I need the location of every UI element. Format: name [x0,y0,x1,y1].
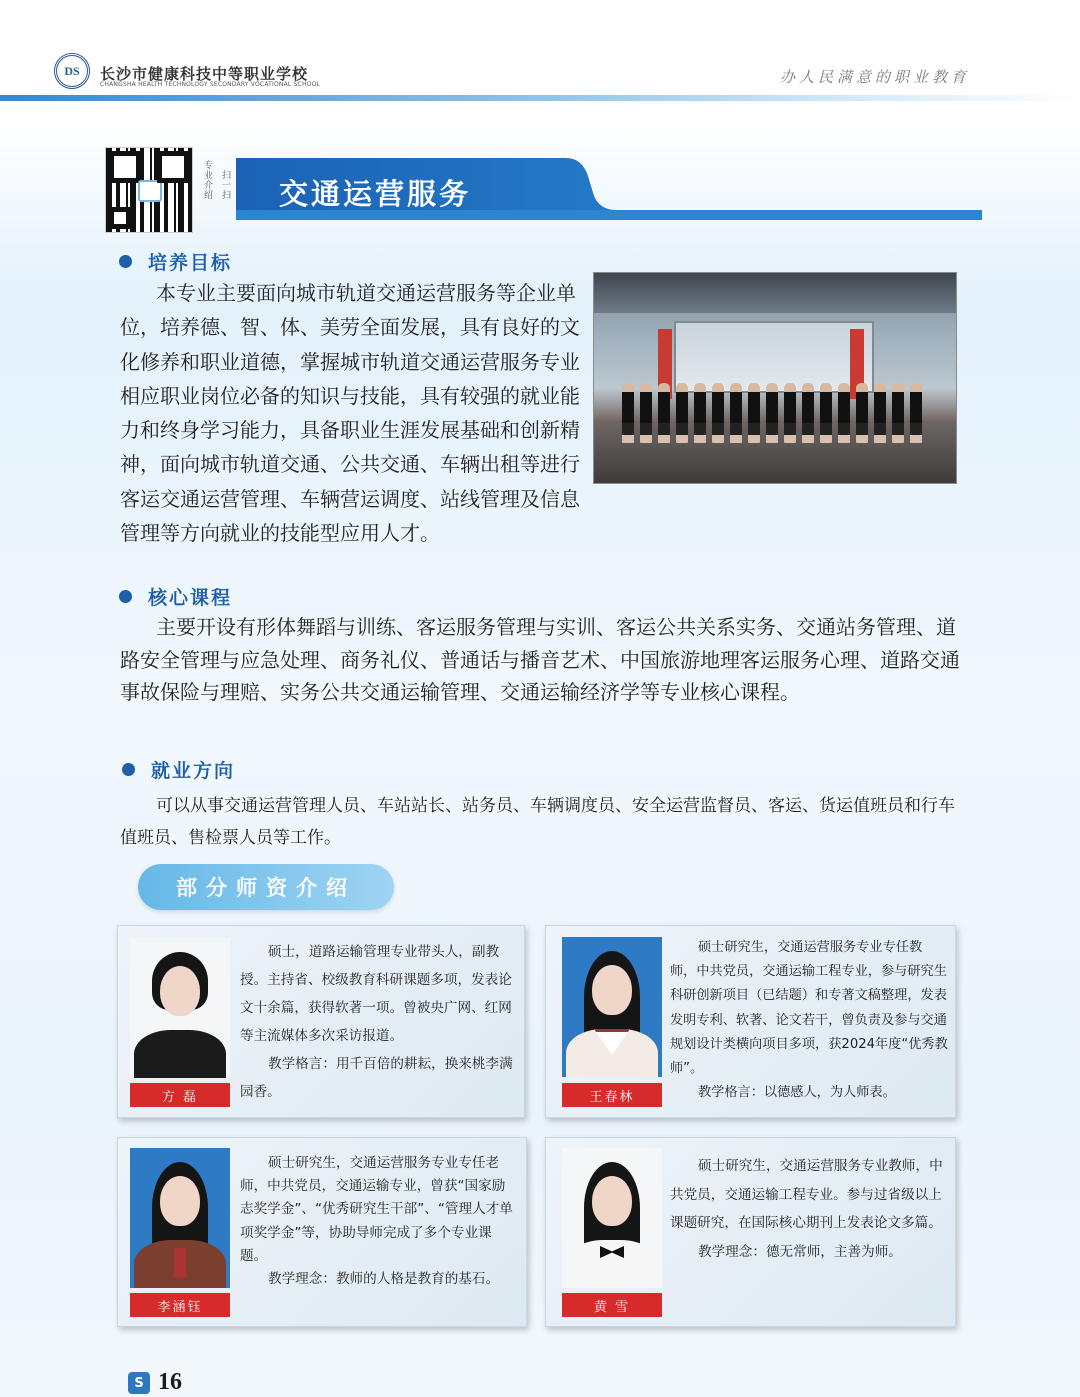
staff-banner-text: 部分师资介绍 [176,876,356,900]
jobs-paragraph [120,790,962,854]
teacher-photo [130,1148,230,1288]
teacher-bio: 硕士研究生，交通运营服务专业专任教师，中共党员，交通运输工程专业，参与研究生科研创新项目（已结题）和专著文稿整理，发表发明专利、软著、论文若干，曾负责及参与交通规划设计类横向项目多项，获2024年度“优秀教师”。 教学格言：以德感人，为人师表。 [670,940,948,1101]
bullet-icon [119,255,132,268]
teacher-name: 王春林 [562,1083,662,1107]
students-photo [593,272,957,484]
student-group [622,373,922,443]
teacher-card [117,925,525,1118]
teacher-card [117,1137,527,1327]
courses-paragraph [120,611,962,709]
goal-heading-text: 培养目标 [148,252,233,274]
school-logo [54,53,90,89]
teacher-name: 黄 雪 [562,1293,662,1317]
page-header [0,0,1080,105]
staff-banner [138,864,394,910]
goal-text: 本专业主要面向城市轨道交通运营服务等企业单位，培养德、智、体、美劳全面发展，具有良好的文化修养和职业道德，掌握城市轨道交通运营服务专业相应职业岗位必备的知识与技能，具有较强的就业能力和终身学习能力，具备职业生涯发展基础和创新精神，面向城市轨道交通、公共交通、车辆出租等进行客运交通运营管理、车辆营运调度、站线管理及信息管理等方向就业的技能型应用人才。 [120,281,580,546]
qr-caption-major: 专业介绍 [202,160,212,200]
teacher-motto: 教学理念：德无常师，主善为师。 [698,1243,902,1260]
header-divider [0,95,1080,101]
teacher-photo [562,1148,662,1288]
courses-heading [119,583,232,610]
bullet-icon [122,763,135,776]
bullet-icon [119,590,132,603]
teacher-card [545,925,956,1118]
teacher-photo [130,938,230,1078]
teacher-bio: 硕士研究生，交通运营服务专业专任老师，中共党员，交通运输专业，曾获“国家励志奖学金”、“优秀研究生干部”、“管理人才单项奖学金”等，协助导师完成了多个专业课题。 教学理念：教师的人格是教育的基石。 [240,1155,513,1288]
teacher-photo [562,937,662,1077]
logo-text: DS [64,63,80,78]
school-name-en: CHANGSHA HEALTH TECHNOLOGY SECONDARY VOCATIONAL SCHOOL [100,81,321,88]
teacher-card [545,1137,956,1327]
major-title: 交通运营服务 [279,177,472,211]
qr-caption-scan: 扫一扫 [220,170,230,200]
teacher-motto: 教学格言：用千百倍的耕耘，换来桃李满园香。 [240,1056,513,1100]
teacher-bio: 硕士，道路运输管理专业带头人，副教授。主持省、校级教育科研课题多项，发表论文十余篇，获得软著一项。曾被央广网、红网等主流媒体多次采访报道。 教学格言：用千百倍的耕耘，换来桃李满园香。 [240,944,513,1100]
school-name-cn: 长沙市健康科技中等职业学校 [100,65,309,83]
jobs-text: 可以从事交通运营管理人员、车站站长、站务员、车辆调度员、安全运营监督员、客运、货运值班员和行车值班员、售检票人员等工作。 [120,796,955,848]
school-slogan: 办人民满意的职业教育 [779,68,970,86]
teacher-name: 方 磊 [130,1083,230,1107]
page-logo-icon: S [128,1372,150,1394]
teacher-bio: 硕士研究生，交通运营服务专业教师，中共党员，交通运输工程专业。参与过省级以上课题研究，在国际核心期刊上发表论文多篇。 教学理念：德无常师，主善为师。 [670,1158,943,1260]
jobs-heading [122,756,235,783]
courses-text: 主要开设有形体舞蹈与训练、客运服务管理与实训、客运公共关系实务、交通站务管理、道路安全管理与应急处理、商务礼仪、普通话与播音艺术、中国旅游地理客运服务心理、道路交通事故保险与理赔、实务公共交通运输管理、交通运输经济学等专业核心课程。 [120,615,960,704]
goal-heading [119,248,232,275]
qr-code[interactable] [105,147,193,233]
teacher-name: 李涵钰 [130,1293,230,1317]
jobs-heading-text: 就业方向 [151,760,236,782]
goal-paragraph [120,276,588,550]
courses-heading-text: 核心课程 [148,587,233,609]
teacher-motto: 教学格言：以德感人，为人师表。 [698,1085,896,1101]
page-number: 16 [158,1369,182,1395]
teacher-motto: 教学理念：教师的人格是教育的基石。 [268,1271,500,1288]
